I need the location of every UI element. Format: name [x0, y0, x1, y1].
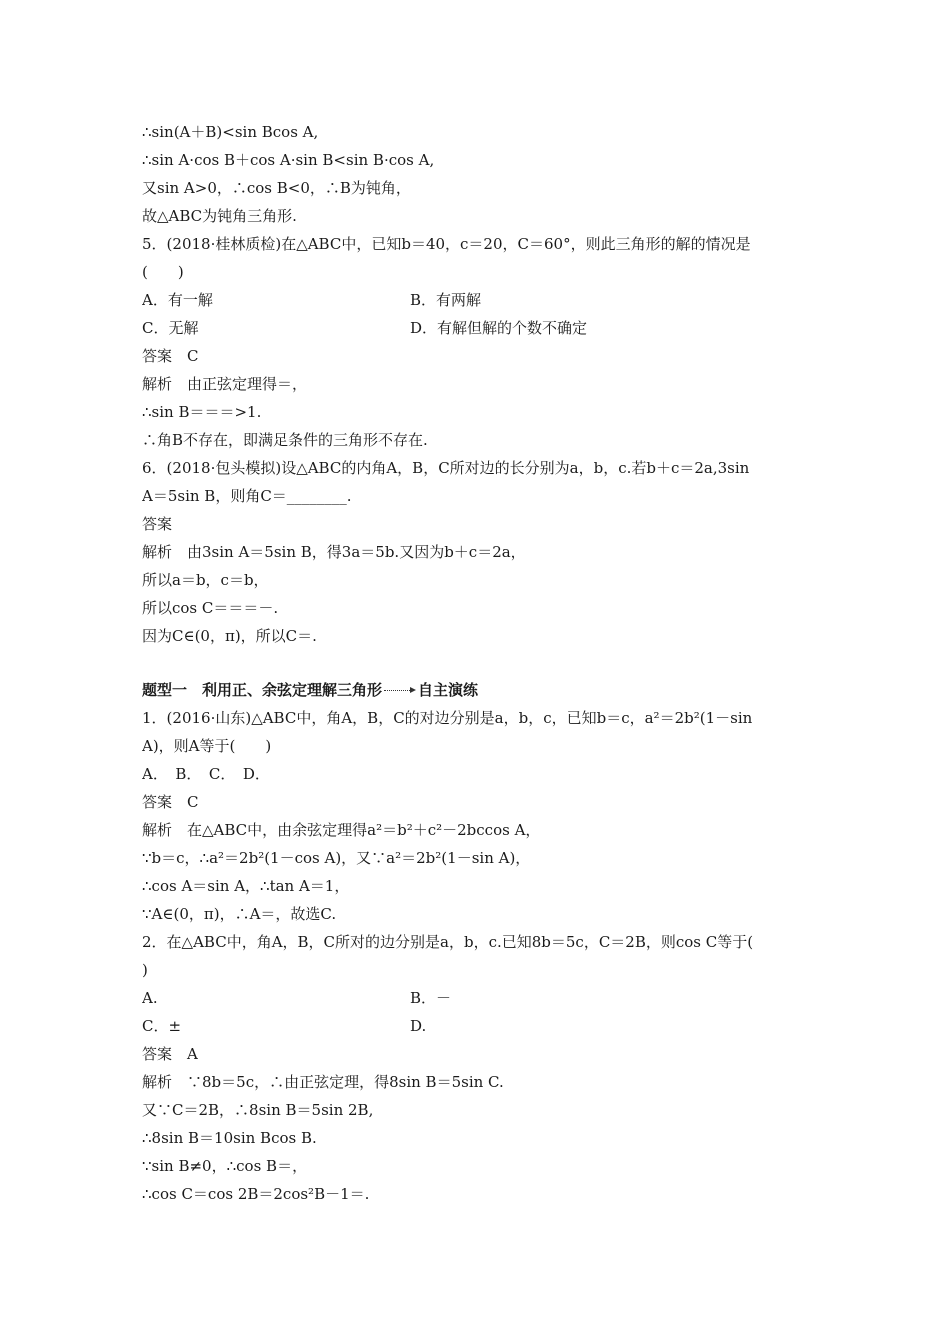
option-c: C．± — [142, 1017, 182, 1035]
analysis-line: 又∵C＝2B，∴8sin B＝5sin 2B, — [142, 1101, 374, 1119]
option-c: C．无解 — [142, 319, 199, 337]
answer: 答案 C — [142, 793, 199, 811]
option-d: D. — [410, 1017, 427, 1035]
document-page — [142, 118, 822, 1208]
question-stem: 6．(2018·包头模拟)设△ABC的内角A，B，C所对边的长分别为a，b，c.若b＋c＝2a,3sin — [142, 459, 750, 477]
option-row — [142, 286, 822, 314]
option-row — [142, 984, 822, 1012]
option-a: A．有一解 — [142, 291, 213, 309]
analysis-line: 因为C∈(0，π)，所以C＝. — [142, 627, 317, 645]
option-b: B．有两解 — [410, 291, 482, 309]
arrow-right-icon — [384, 687, 416, 693]
text-line: 故△ABC为钝角三角形. — [142, 207, 297, 225]
analysis-line: 解析 ∵8b＝5c，∴由正弦定理，得8sin B＝5sin C. — [142, 1073, 504, 1091]
options-inline: A． B． C． D． — [142, 765, 270, 783]
text-line: 又sin A>0，∴cos B<0，∴B为钝角， — [142, 179, 411, 197]
analysis-line: 解析 由正弦定理得＝， — [142, 375, 308, 393]
option-a: A. — [142, 989, 158, 1007]
option-d: D．有解但解的个数不确定 — [410, 319, 588, 337]
analysis-line: ∴sin B＝＝＝>1. — [142, 403, 262, 421]
text-line: ∴sin A·cos B＋cos A·sin B<sin B·cos A, — [142, 151, 435, 169]
analysis-line: ∴cos C＝cos 2B＝2cos²B－1＝. — [142, 1185, 370, 1203]
option-b: B．－ — [410, 989, 452, 1007]
question-stem: A＝5sin B，则角C＝________. — [142, 487, 352, 505]
analysis-line: ∴8sin B＝10sin Bcos B. — [142, 1129, 317, 1147]
analysis-line: 所以cos C＝＝＝－. — [142, 599, 279, 617]
question-stem: A)，则A等于( ) — [142, 737, 272, 755]
analysis-line: ∵A∈(0，π)，∴A＝，故选C. — [142, 905, 337, 923]
section-heading — [142, 676, 822, 704]
question-stem: ) — [142, 961, 148, 979]
option-row — [142, 1012, 822, 1040]
question-6 — [142, 454, 822, 650]
answer: 答案 — [142, 515, 173, 533]
question-stem: 2．在△ABC中，角A，B，C所对的边分别是a，b，c.已知8b＝5c，C＝2B，则cos C等于( — [142, 933, 754, 951]
analysis-line: 解析 在△ABC中，由余弦定理得a²＝b²＋c²－2bccos A， — [142, 821, 541, 839]
problem-2 — [142, 928, 822, 1208]
analysis-line: 所以a＝b，c＝b， — [142, 571, 269, 589]
section-subtitle: 自主演练 — [418, 681, 479, 699]
problem-1 — [142, 704, 822, 928]
option-row — [142, 314, 822, 342]
analysis-line: ∴角B不存在，即满足条件的三角形不存在. — [142, 431, 428, 449]
question-5 — [142, 230, 822, 454]
analysis-line: 解析 由3sin A＝5sin B，得3a＝5b.又因为b＋c＝2a， — [142, 543, 526, 561]
analysis-line: ∵sin B≠0，∴cos B＝， — [142, 1157, 308, 1175]
spacer — [142, 650, 822, 676]
text-line: ∴sin(A＋B)<sin Bcos A, — [142, 123, 319, 141]
question-stem: ( ) — [142, 263, 184, 281]
analysis-line: ∵b＝c，∴a²＝2b²(1－cos A)，又∵a²＝2b²(1－sin A)， — [142, 849, 531, 867]
answer: 答案 A — [142, 1045, 198, 1063]
answer: 答案 C — [142, 347, 199, 365]
question-stem: 1．(2016·山东)△ABC中，角A，B，C的对边分别是a，b，c，已知b＝c，a²＝2b²(1－sin — [142, 709, 753, 727]
question-stem: 5．(2018·桂林质检)在△ABC中，已知b＝40，c＝20，C＝60°，则此三角形的解的情况是 — [142, 235, 751, 253]
section-title: 题型一 利用正、余弦定理解三角形 — [142, 681, 383, 699]
analysis-line: ∴cos A＝sin A，∴tan A＝1， — [142, 877, 350, 895]
